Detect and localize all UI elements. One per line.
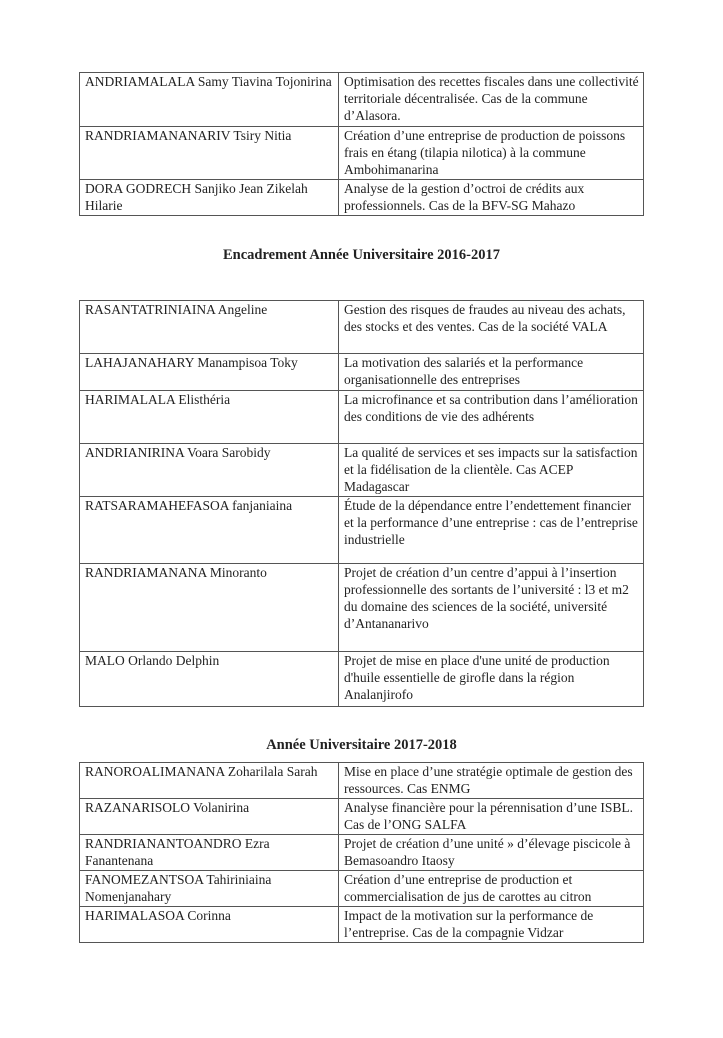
table-row	[80, 391, 644, 444]
student-name: RANDRIAMANANA Minoranto	[80, 564, 339, 652]
thesis-topic: Création d’une entreprise de production et commercialisation de jus de carottes au citron	[339, 871, 644, 907]
section-heading-2017-2018: Année Universitaire 2017-2018	[266, 737, 457, 753]
student-name: RATSARAMAHEFASOA fanjaniaina	[80, 497, 339, 564]
table-row	[80, 871, 644, 907]
thesis-topic: Gestion des risques de fraudes au niveau des achats, des stocks et des ventes. Cas de la société VALA	[339, 301, 644, 354]
table-row	[80, 73, 644, 127]
supervision-table-2017-2018	[79, 762, 644, 943]
thesis-topic: Analyse financière pour la pérennisation d’une ISBL. Cas de l’ONG SALFA	[339, 799, 644, 835]
thesis-topic: Projet de création d’une unité » d’élevage piscicole à Bemasoandro Itaosy	[339, 835, 644, 871]
student-name: MALO Orlando Delphin	[80, 652, 339, 707]
student-name: ANDRIAMALALA Samy Tiavina Tojonirina	[80, 73, 339, 127]
table-row	[80, 564, 644, 652]
table-row	[80, 497, 644, 564]
student-name: DORA GODRECH Sanjiko Jean Zikelah Hilarie	[80, 180, 339, 216]
thesis-topic: La microfinance et sa contribution dans l’amélioration des conditions de vie des adhérents	[339, 391, 644, 444]
thesis-topic: Optimisation des recettes fiscales dans une collectivité territoriale décentralisée. Cas de la commune d’Alasora.	[339, 73, 644, 127]
thesis-topic: Création d’une entreprise de production de poissons frais en étang (tilapia nilotica) à la commune Ambohimanarina	[339, 127, 644, 180]
table-row	[80, 907, 644, 943]
student-name: RANDRIAMANANARIV Tsiry Nitia	[80, 127, 339, 180]
student-name: FANOMEZANTSOA Tahiriniaina Nomenjanahary	[80, 871, 339, 907]
table-row	[80, 652, 644, 707]
thesis-topic: Projet de création d’un centre d’appui à l’insertion professionnelle des sortants de l’université : l3 et m2 du domaine des sciences de la société, université d’Antananarivo	[339, 564, 644, 652]
student-name: RAZANARISOLO Volanirina	[80, 799, 339, 835]
student-name: HARIMALASOA Corinna	[80, 907, 339, 943]
table-row	[80, 180, 644, 216]
section-heading-2016-2017: Encadrement Année Universitaire 2016-2017	[223, 247, 500, 263]
table-row	[80, 444, 644, 497]
table-row	[80, 835, 644, 871]
supervision-table-previous	[79, 72, 644, 216]
table-row	[80, 127, 644, 180]
table-row	[80, 301, 644, 354]
thesis-topic: Étude de la dépendance entre l’endettement financier et la performance d’une entreprise : cas de l’entreprise industrielle	[339, 497, 644, 564]
table-row	[80, 799, 644, 835]
student-name: RASANTATRINIAINA Angeline	[80, 301, 339, 354]
thesis-topic: Mise en place d’une stratégie optimale de gestion des ressources. Cas ENMG	[339, 763, 644, 799]
thesis-topic: La motivation des salariés et la performance organisationnelle des entreprises	[339, 354, 644, 391]
student-name: HARIMALALA Elisthéria	[80, 391, 339, 444]
supervision-table-2016-2017	[79, 300, 644, 707]
table-row	[80, 763, 644, 799]
thesis-topic: Analyse de la gestion d’octroi de crédits aux professionnels. Cas de la BFV-SG Mahazo	[339, 180, 644, 216]
student-name: ANDRIANIRINA Voara Sarobidy	[80, 444, 339, 497]
student-name: LAHAJANAHARY Manampisoa Toky	[80, 354, 339, 391]
thesis-topic: La qualité de services et ses impacts sur la satisfaction et la fidélisation de la clientèle. Cas ACEP Madagascar	[339, 444, 644, 497]
thesis-topic: Impact de la motivation sur la performance de l’entreprise. Cas de la compagnie Vidzar	[339, 907, 644, 943]
table-row	[80, 354, 644, 391]
student-name: RANDRIANANTOANDRO Ezra Fanantenana	[80, 835, 339, 871]
student-name: RANOROALIMANANA Zoharilala Sarah	[80, 763, 339, 799]
thesis-topic: Projet de mise en place d'une unité de production d'huile essentielle de girofle dans la région Analanjirofo	[339, 652, 644, 707]
